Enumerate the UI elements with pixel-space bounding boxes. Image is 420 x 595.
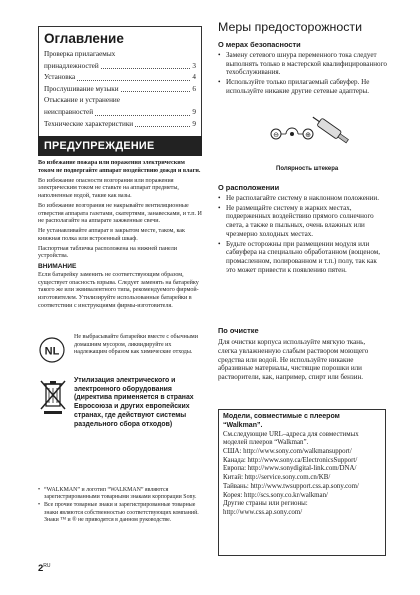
- precautions-title: Меры предосторожности: [218, 20, 363, 34]
- plug-polarity-diagram: [264, 110, 354, 160]
- compatible-models-box: [218, 409, 386, 556]
- warning-paragraph-2: Во избежание опасности возгорания или поражения электрическим током не ставьте на аппарат предметы, наполненные водой, такие как вазы.: [38, 177, 179, 199]
- toc-item-5-label: Технические характеристики: [44, 119, 134, 128]
- toc-item-3[interactable]: [44, 84, 196, 96]
- models-line-1: См.следующие URL–адреса для совместимых: [223, 430, 359, 438]
- toc-item-2-page: 4: [192, 73, 196, 82]
- models-url-usa[interactable]: США: http://www.sony.com/walkmansupport/: [223, 448, 352, 455]
- svg-text:⊕: ⊕: [305, 132, 311, 139]
- page-number: [38, 563, 51, 574]
- toc-item-3-page: 6: [192, 84, 196, 93]
- battery-icon-label: NL: [44, 345, 60, 358]
- table-of-contents: [38, 26, 202, 150]
- location-item-2: • Не размещайте систему в жарких местах, подверженных воздействию прямого солнечного света, а также в пыльных, очень влажных или чрезмерно холодных местах.: [218, 204, 388, 239]
- models-url-europe[interactable]: Европа: http://www.sonydigital-link.com/DNA/: [223, 465, 357, 473]
- models-url-canada[interactable]: Канада: http://www.sony.ca/ElectronicsSupport/: [223, 456, 358, 464]
- safety-item-2: • Используйте только прилагаемый сабвуфер. Не используйте никакие другие сетевые адаптеры.: [218, 78, 388, 95]
- toc-item-1-page: 3: [192, 61, 196, 70]
- toc-item-1[interactable]: [44, 61, 196, 73]
- trademark-item-other: • Все прочие товарные знаки и зарегистрированные товарные знаки являются собственностью соответствующих компаний. Знаки ™ и ® не приводятся в данном руководстве.: [38, 502, 204, 524]
- attention-text: Если батарейку заменить не соответствующим образом, существует опасность взрыва. Следует заменять на батарейку такого же или эквивалентного типа, рекомендуемого фирмой-изготовителем. Утилизируйте использованные батарейки в соответствии с инструкциями фирмы-изготовителя.: [38, 272, 199, 309]
- page-number-suffix: RU: [43, 563, 51, 569]
- models-url-taiwan[interactable]: Тайвань: http://www.twsupport.css.ap.sony.com/: [223, 482, 359, 490]
- warning-paragraph-5: Паспортная табличка расположена на нижней панели устройства.: [38, 245, 178, 260]
- warning-heading: ПРЕДУПРЕЖДЕНИЕ: [38, 136, 202, 156]
- location-item-1: • Не располагайте систему в наклонном положении.: [218, 194, 388, 203]
- weee-disposal-text: Утилизация электрического и электронного оборудования (директива применяется в странах Евросоюза и других европейских странах, где действуют системы раздельного сбора отходов): [74, 377, 194, 428]
- warning-paragraph-1: Во избежание пожара или поражения электрическим током не подвергайте аппарат воздействию дождя и влаги.: [38, 160, 201, 174]
- toc-item-1-line2: принадлежностей: [44, 61, 99, 70]
- trademark-list: [38, 487, 204, 525]
- toc-item-2[interactable]: [44, 72, 196, 84]
- safety-item-1: • Замену сетевого шнура переменного тока следует выполнять только в мастерской квалифицированного техобслуживания.: [218, 51, 388, 77]
- toc-item-4[interactable]: [44, 107, 196, 119]
- toc-item-4-line1[interactable]: Отыскание и устранение: [44, 96, 120, 105]
- safety-list: [218, 51, 388, 97]
- toc-title: Оглавление: [44, 31, 124, 46]
- toc-item-5-page: 9: [192, 119, 196, 128]
- models-url-other[interactable]: http://www.css.ap.sony.com/: [223, 508, 303, 516]
- location-list: [218, 194, 388, 275]
- plug-polarity-caption: Полярность штекера: [276, 166, 339, 172]
- svg-text:⊖: ⊖: [273, 132, 279, 139]
- crossed-bin-icon: [38, 378, 68, 416]
- models-url-china[interactable]: Китай: http://service.sony.com.cn/KB/: [223, 474, 331, 482]
- location-item-3: • Будьте осторожны при размещении модуля или сабвуфера на специально обработанном (вощеном, промасленном, полированном и т.п.) полу, так как это может привести к появлению пятен.: [218, 240, 388, 275]
- battery-disposal-icon: [38, 335, 66, 365]
- models-other-regions-label: Другие страны или регионы:: [223, 500, 308, 508]
- trademark-item-walkman: • “WALKMAN” и логотип “WALKMAN” являются зарегистрированными товарными знаками корпорации Sony.: [38, 487, 204, 502]
- toc-item-4-page: 9: [192, 107, 196, 116]
- warning-section: [38, 160, 202, 313]
- warning-paragraph-4: Не устанавливайте аппарат в закрытом месте, таком, как книжная полка или встроенный шкаф.: [38, 228, 185, 242]
- models-url-korea[interactable]: Корея: http://scs.sony.co.kr/walkman/: [223, 491, 328, 499]
- compatible-models-title: Модели, совместимые с плеером “Walkman”.: [223, 413, 340, 429]
- toc-item-2-label: Установка: [44, 73, 76, 82]
- page-number-value: 2: [38, 563, 44, 575]
- safety-heading: О мерах безопасности: [218, 40, 301, 49]
- warning-paragraph-3: Во избежание возгорания не накрывайте вентиляционные отверстия аппарата газетами, скатертями, занавесками, и т.п. И не располагайте на аппарате зажженные свечи.: [38, 202, 202, 225]
- toc-item-4-line2: неисправностей: [44, 107, 94, 116]
- toc-item-1-line1[interactable]: Проверка прилагаемых: [44, 50, 116, 58]
- models-line-2: моделей плееров “Walkman”.: [223, 439, 309, 447]
- toc-item-3-label: Прослушивание музыки: [44, 84, 119, 93]
- attention-heading: ВНИМАНИЕ: [38, 263, 77, 271]
- battery-disposal-text: Не выбрасывайте батарейки вместе с обычными домашним мусором, ликвидируйте их надлежащим образом как химические отходы.: [74, 334, 198, 356]
- location-heading: О расположении: [218, 183, 280, 192]
- toc-item-5[interactable]: [44, 119, 196, 131]
- cleaning-text: Для очистки корпуса используйте мягкую ткань, слегка увлажненную слабым раствором моющего средства или водой. Не используйте никакие абразивные материалы, чистящие порошки или растворители, как, например, спирт или бензин.: [218, 338, 369, 382]
- cleaning-heading: По очистке: [218, 326, 259, 335]
